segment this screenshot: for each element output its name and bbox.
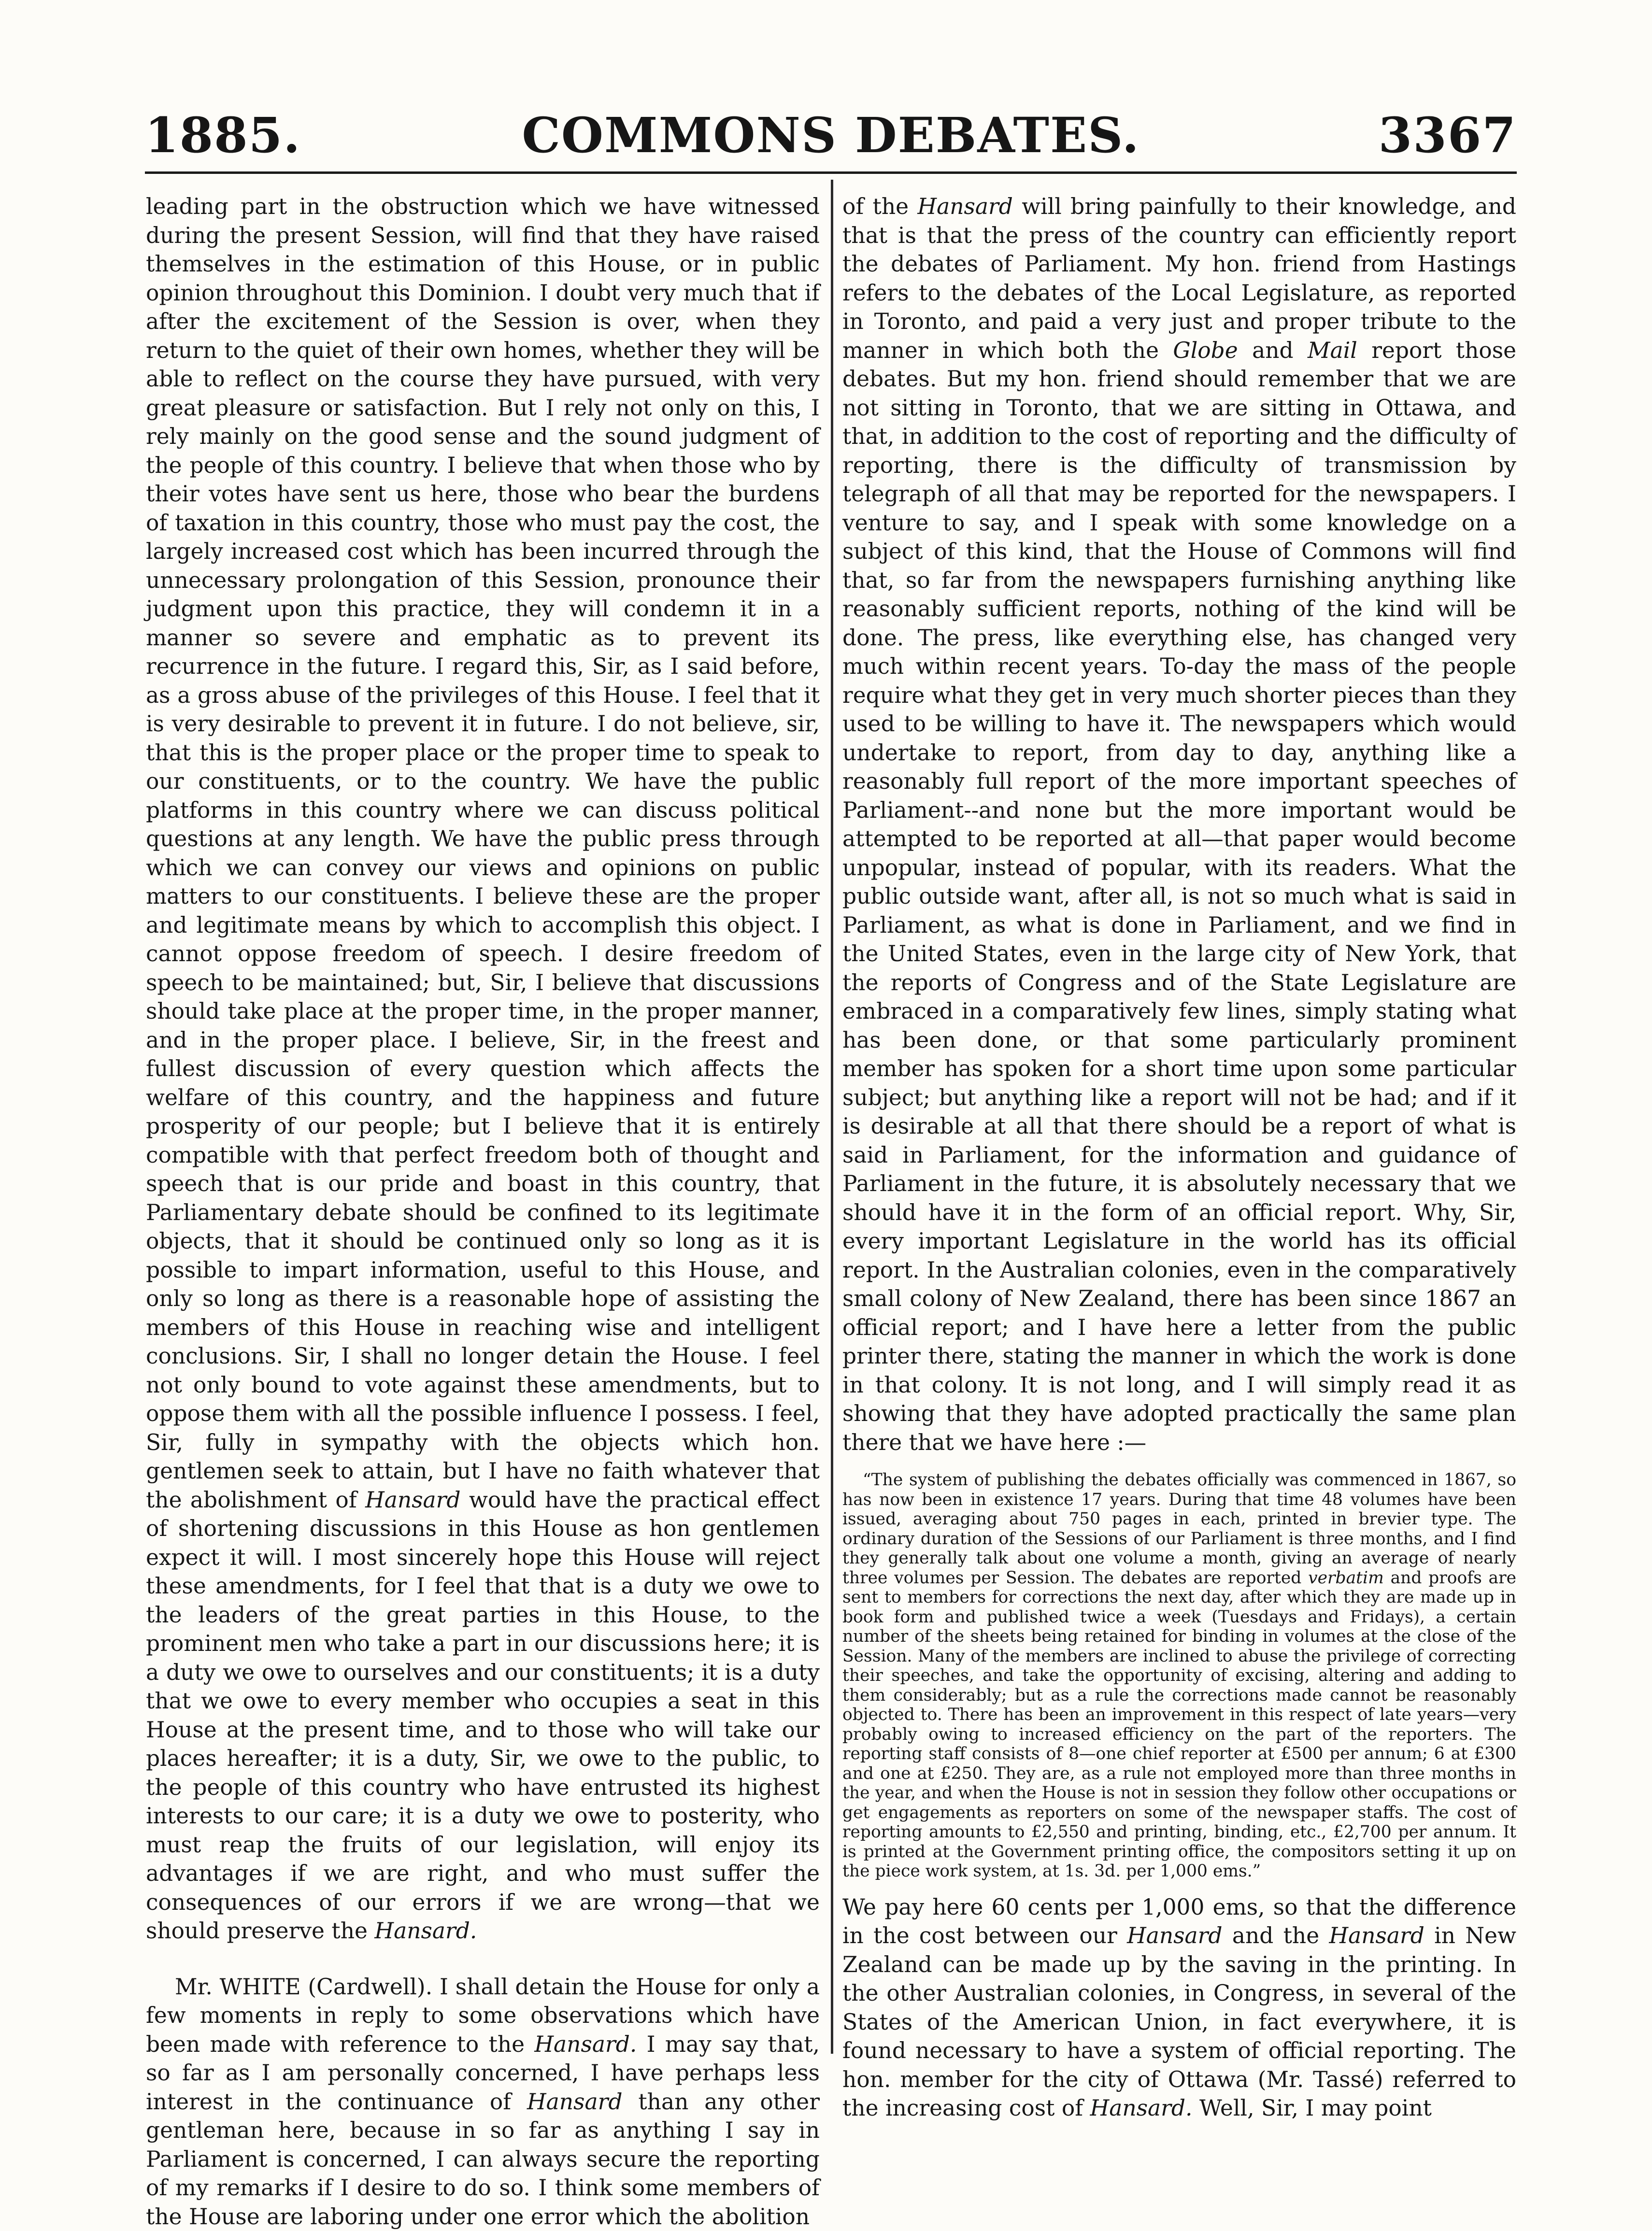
left-para1-end: Hansard. bbox=[374, 1918, 477, 1944]
left-column bbox=[146, 192, 820, 2061]
quote-b: and proofs are sent to members for corrections the next day, after which they are made up in book form and published twice a week (Tuesdays and Fridays), a certain number of the sheets being retained for binding in volumes at the close of the Session. Many of the members are inclined to abuse the privilege of correcting their speeches, and take the opportunity of excising, altering and adding to them considerably; but as a rule the corrections made cannot be reasonably objected to. There has been an improvement in this respect of late years—very probably owing to increased efficiency on the part of the reporters. The reporting staff consists of 8—one chief reporter at £500 per annum; 6 at £300 and one at £250. They are, as a rule not employed more than three months in the year, and when the House is not in session they follow other occupations or get engagements as reporters on some of the newspaper staffs. The cost of reporting amounts to £2,550 and printing, binding, etc., £2,700 per annum. It is printed at the Government printing office, the compositors setting it up on the piece work system, at 1s. 3d. per 1,000 ems.” bbox=[842, 1568, 1516, 1881]
right-para1-b: will bring painfully to their knowledge, and that is that the press of the country can efficiently report the debates of Parliament. My hon. friend from Hastings refers to the debates of the Local Legislature, as reported in Toronto, and paid a very just and proper tribute to the manner in which both the bbox=[842, 194, 1516, 363]
right-para2-d: Well, Sir, I may point bbox=[1199, 2095, 1432, 2121]
left-para1-hansard: Hansard bbox=[365, 1487, 460, 1513]
header-page-number: 3367 bbox=[1379, 99, 1517, 171]
right-para1-mail: Mail bbox=[1308, 338, 1357, 363]
left-para2-b: I may say that, so far as I am personally concerned, I have perhaps less interest in the continuance of bbox=[146, 2032, 820, 2115]
right-para1-hansard: Hansard bbox=[917, 194, 1012, 219]
quote-verbatim: verbatim bbox=[1308, 1568, 1384, 1588]
left-para1-cont: would have the practical effect of shortening discussions in this House as hon gentlemen expect it will. I most sincerely hope this House will reject these amendments, for I feel that that is a duty we owe to the leaders of the great parties in this House, to the prominent men who take a part in our discussions here; it is a duty we owe to ourselves and our constituents; it is a duty that we owe to every member who occupies a seat in this House at the present time, and to those who will take our places hereafter; it is a duty, Sir, we owe to the public, to the people of this country who have entrusted its highest interests to our care; it is a duty we owe to posterity, who must reap the fruits of our legislation, will enjoy its advantages if we are right, and who must suffer the consequences of our errors if we are wrong—that we should preserve the bbox=[146, 1487, 820, 1944]
right-para2-b: and the bbox=[1232, 1923, 1319, 1948]
quoted-letter bbox=[842, 1470, 1516, 1881]
left-para2-c: than any other gentleman here, because in so far as anything I say in Parliament is concerned, I can always secure the reporting of my remarks if I desire to do so. I think some members of the House are laboring under one error which the abolition bbox=[146, 2089, 820, 2230]
right-paragraph-1 bbox=[842, 192, 1516, 1457]
header-title: COMMONS DEBATES. bbox=[145, 99, 1517, 171]
left-paragraph-2 bbox=[146, 1973, 820, 2231]
right-para2-a: We pay here 60 cents per 1,000 ems, so that the difference in the cost between our bbox=[842, 1894, 1516, 1949]
quote-a: “The system of publishing the debates officially was commenced in 1867, so has now been in existence 17 years. During that time 48 volumes have been issued, averaging about 750 pages in each, printed in brevier type. The ordinary duration of the Sessions of our Parliament is three months, and I find they generally talk about one volume a month, giving an average of nearly three volumes per Session. The debates are reported bbox=[842, 1470, 1516, 1588]
right-para1-a: of the bbox=[842, 194, 909, 219]
left-para1-text: leading part in the obstruction which we have witnessed during the present Session, will find that they have raised themselves in the estimation of this House, or in public opinion throughout this Dominion. I doubt very much that if after the excitement of the Session is over, when they return to the quiet of their own homes, whether they will be able to reflect on the course they have pursued, with very great pleasure or satisfaction. But I rely not only on this, I rely mainly on the good sense and the sound judgment of the people of this country. I believe that when those who by their votes have sent us here, those who bear the burdens of taxation in this country, those who must pay the cost, the largely increased cost which has been incurred through the unnecessary prolongation of this Session, pronounce their judgment upon this practice, they will condemn it in a manner so severe and emphatic as to prevent its recurrence in the future. I regard this, Sir, as I said before, as a gross abuse of the privileges of this House. I feel that it is very desirable to prevent it in future. I do not believe, sir, that this is the proper place or the proper time to speak to our constituents, or to the country. We have the public platforms in this country where we can discuss political questions at any length. We have the public press through which we can convey our views and opinions on public matters to our constituents. I believe these are the proper and legitimate means by which to accomplish this object. I cannot oppose freedom of speech. I desire freedom of speech to be maintained; but, Sir, I believe that discussions should take place at the proper time, in the proper manner, and in the proper place. I believe, Sir, in the freest and fullest discussion of every question which affects the welfare of this country, and the happiness and future prosperity of our people; but I believe that it is entirely compatible with that perfect freedom both of thought and speech that is our pride and boast in this country, that Parliamentary debate should be confined to its legitimate objects, that it should be continued only so long as it is possible to impart information, useful to this House, and only so long as there is a reasonable hope of assisting the members of this House in reaching wise and intelligent conclusions. Sir, I shall no longer detain the House. I feel not only bound to vote against these amendments, but to oppose them with all the possible influence I possess. I feel, Sir, fully in sympathy with the objects which hon. gentlemen seek to attain, but I have no faith whatever that the abolishment of bbox=[146, 194, 820, 1513]
right-para1-c: report those debates. But my hon. friend should remember that we are not sitting in Toronto, that we are sitting in Ottawa, and that, in addition to the cost of reporting and the difficulty of reporting, there is the difficulty of transmission by telegraph of all that may be reported for the newspapers. I venture to say, and I speak with some knowledge on a subject of this kind, that the House of Commons will find that, so far from the newspapers furnishing anything like reasonably sufficient reports, nothing of the kind will be done. The press, like everything else, has changed very much within recent years. To-day the mass of the people require what they get in very much shorter pieces than they used to be willing to have it. The newspapers which would undertake to report, from day to day, anything like a reasonably full report of the more important speeches of Parliament--and none but the more important would be attempted to be reported at all—that paper would become unpopular, instead of popular, with its readers. What the public outside want, after all, is not so much what is said in Parliament, as what is done in Parliament, and we find in the United States, even in the large city of New York, that the reports of Congress and of the State Legislature are embraced in a comparatively few lines, simply stating what has been done, or that some particularly prominent member has spoken for a short time upon some particular subject; but anything like a report will not be had; and if it is desirable at all that there should be a report of what is said in Parliament, for the information and guidance of Parliament in the future, it is absolutely necessary that we should have it in the form of an official report. Why, Sir, every important Legislature in the world has its official report. In the Australian colonies, even in the comparatively small colony of New Zealand, there has been since 1867 an official report; and I have here a letter from the public printer there, stating the manner in which the work is done in that colony. It is not long, and I will simply read it as showing that they have adopted practically the same plan there that we have here :— bbox=[842, 338, 1516, 1455]
left-para2-hansard1: Hansard. bbox=[534, 2032, 637, 2057]
right-para2-hansard3: Hansard. bbox=[1090, 2095, 1193, 2121]
column-divider bbox=[831, 180, 833, 2054]
left-para2-a: Mr. WHITE (Cardwell). I shall detain the House for only a few moments in reply to some observations which have been made with reference to the bbox=[146, 1974, 820, 2057]
left-paragraph-1 bbox=[146, 192, 820, 1946]
left-para2-hansard2: Hansard bbox=[527, 2089, 622, 2115]
page-header bbox=[145, 99, 1517, 174]
right-para2-hansard2: Hansard bbox=[1329, 1923, 1424, 1948]
right-para1-and: and bbox=[1252, 338, 1294, 363]
right-column bbox=[842, 192, 1516, 2061]
right-para2-c: in New Zealand can be made up by the saving in the printing. In the other Australian colonies, in Congress, in several of the States of the American Union, in fact everywhere, it is found necessary to have a system of official reporting. The hon. member for the city of Ottawa (Mr. Tassé) referred to the increasing cost of bbox=[842, 1923, 1516, 2121]
header-year: 1885. bbox=[145, 99, 301, 171]
right-paragraph-2 bbox=[842, 1893, 1516, 2123]
right-para1-globe: Globe bbox=[1173, 338, 1238, 363]
right-para2-hansard1: Hansard bbox=[1127, 1923, 1222, 1948]
